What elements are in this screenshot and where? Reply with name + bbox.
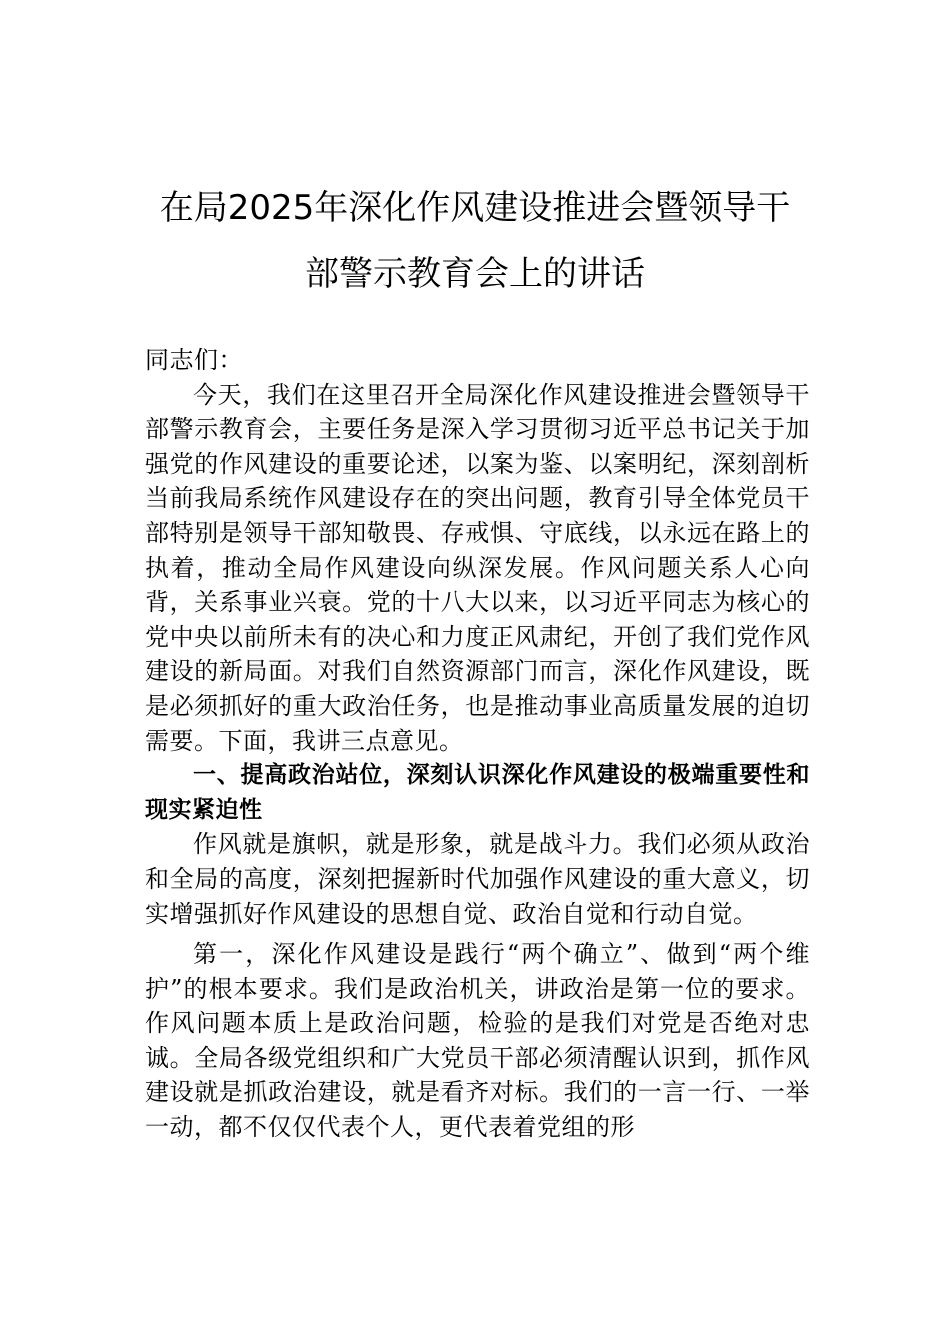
document-body [145, 343, 810, 1145]
paragraph-intro: 今天，我们在这里召开全局深化作风建设推进会暨领导干部警示教育会，主要任务是深入学习贯彻习近平总书记关于加强党的作风建设的重要论述，以案为鉴、以案明纪，深刻剖析当前我局系统作风建设存在的突出问题，教育引导全体党员干部特别是领导干部知敬畏、存戒惧、守底线，以永远在路上的执着，推动全局作风建设向纵深发展。作风问题关系人心向背，关系事业兴衰。党的十八大以来，以习近平同志为核心的党中央以前所未有的决心和力度正风肃纪，开创了我们党作风建设的新局面。对我们自然资源部门而言，深化作风建设，既是必须抓好的重大政治任务，也是推动事业高质量发展的迫切需要。下面，我讲三点意见。 [145, 380, 810, 755]
paragraph-point-1: 第一，深化作风建设是践行“两个确立”、做到“两个维护”的根本要求。我们是政治机关，讲政治是第一位的要求。作风问题本质上是政治问题，检验的是我们对党是否绝对忠诚。全局各级党组织和广大党员干部必须清醒认识到，抓作风建设就是抓政治建设，就是看齐对标。我们的一言一行、一举一动，都不仅仅代表个人，更代表着党组的形 [145, 940, 810, 1142]
title-line-1: 在局2025年深化作风建设推进会暨领导干 [159, 188, 791, 228]
salutation: 同志们： [145, 346, 243, 374]
paragraph-section-1-intro: 作风就是旗帜，就是形象，就是战斗力。我们必须从政治和全局的高度，深刻把握新时代加强作风建设的重大意义，切实增强抓好作风建设的思想自觉、政治自觉和行动自觉。 [145, 830, 810, 928]
document-title [120, 175, 830, 307]
section-heading-1: 一、提高政治站位，深刻认识深化作风建设的极端重要性和现实紧迫性 [145, 762, 810, 823]
title-line-2: 部警示教育会上的讲话 [305, 254, 645, 294]
